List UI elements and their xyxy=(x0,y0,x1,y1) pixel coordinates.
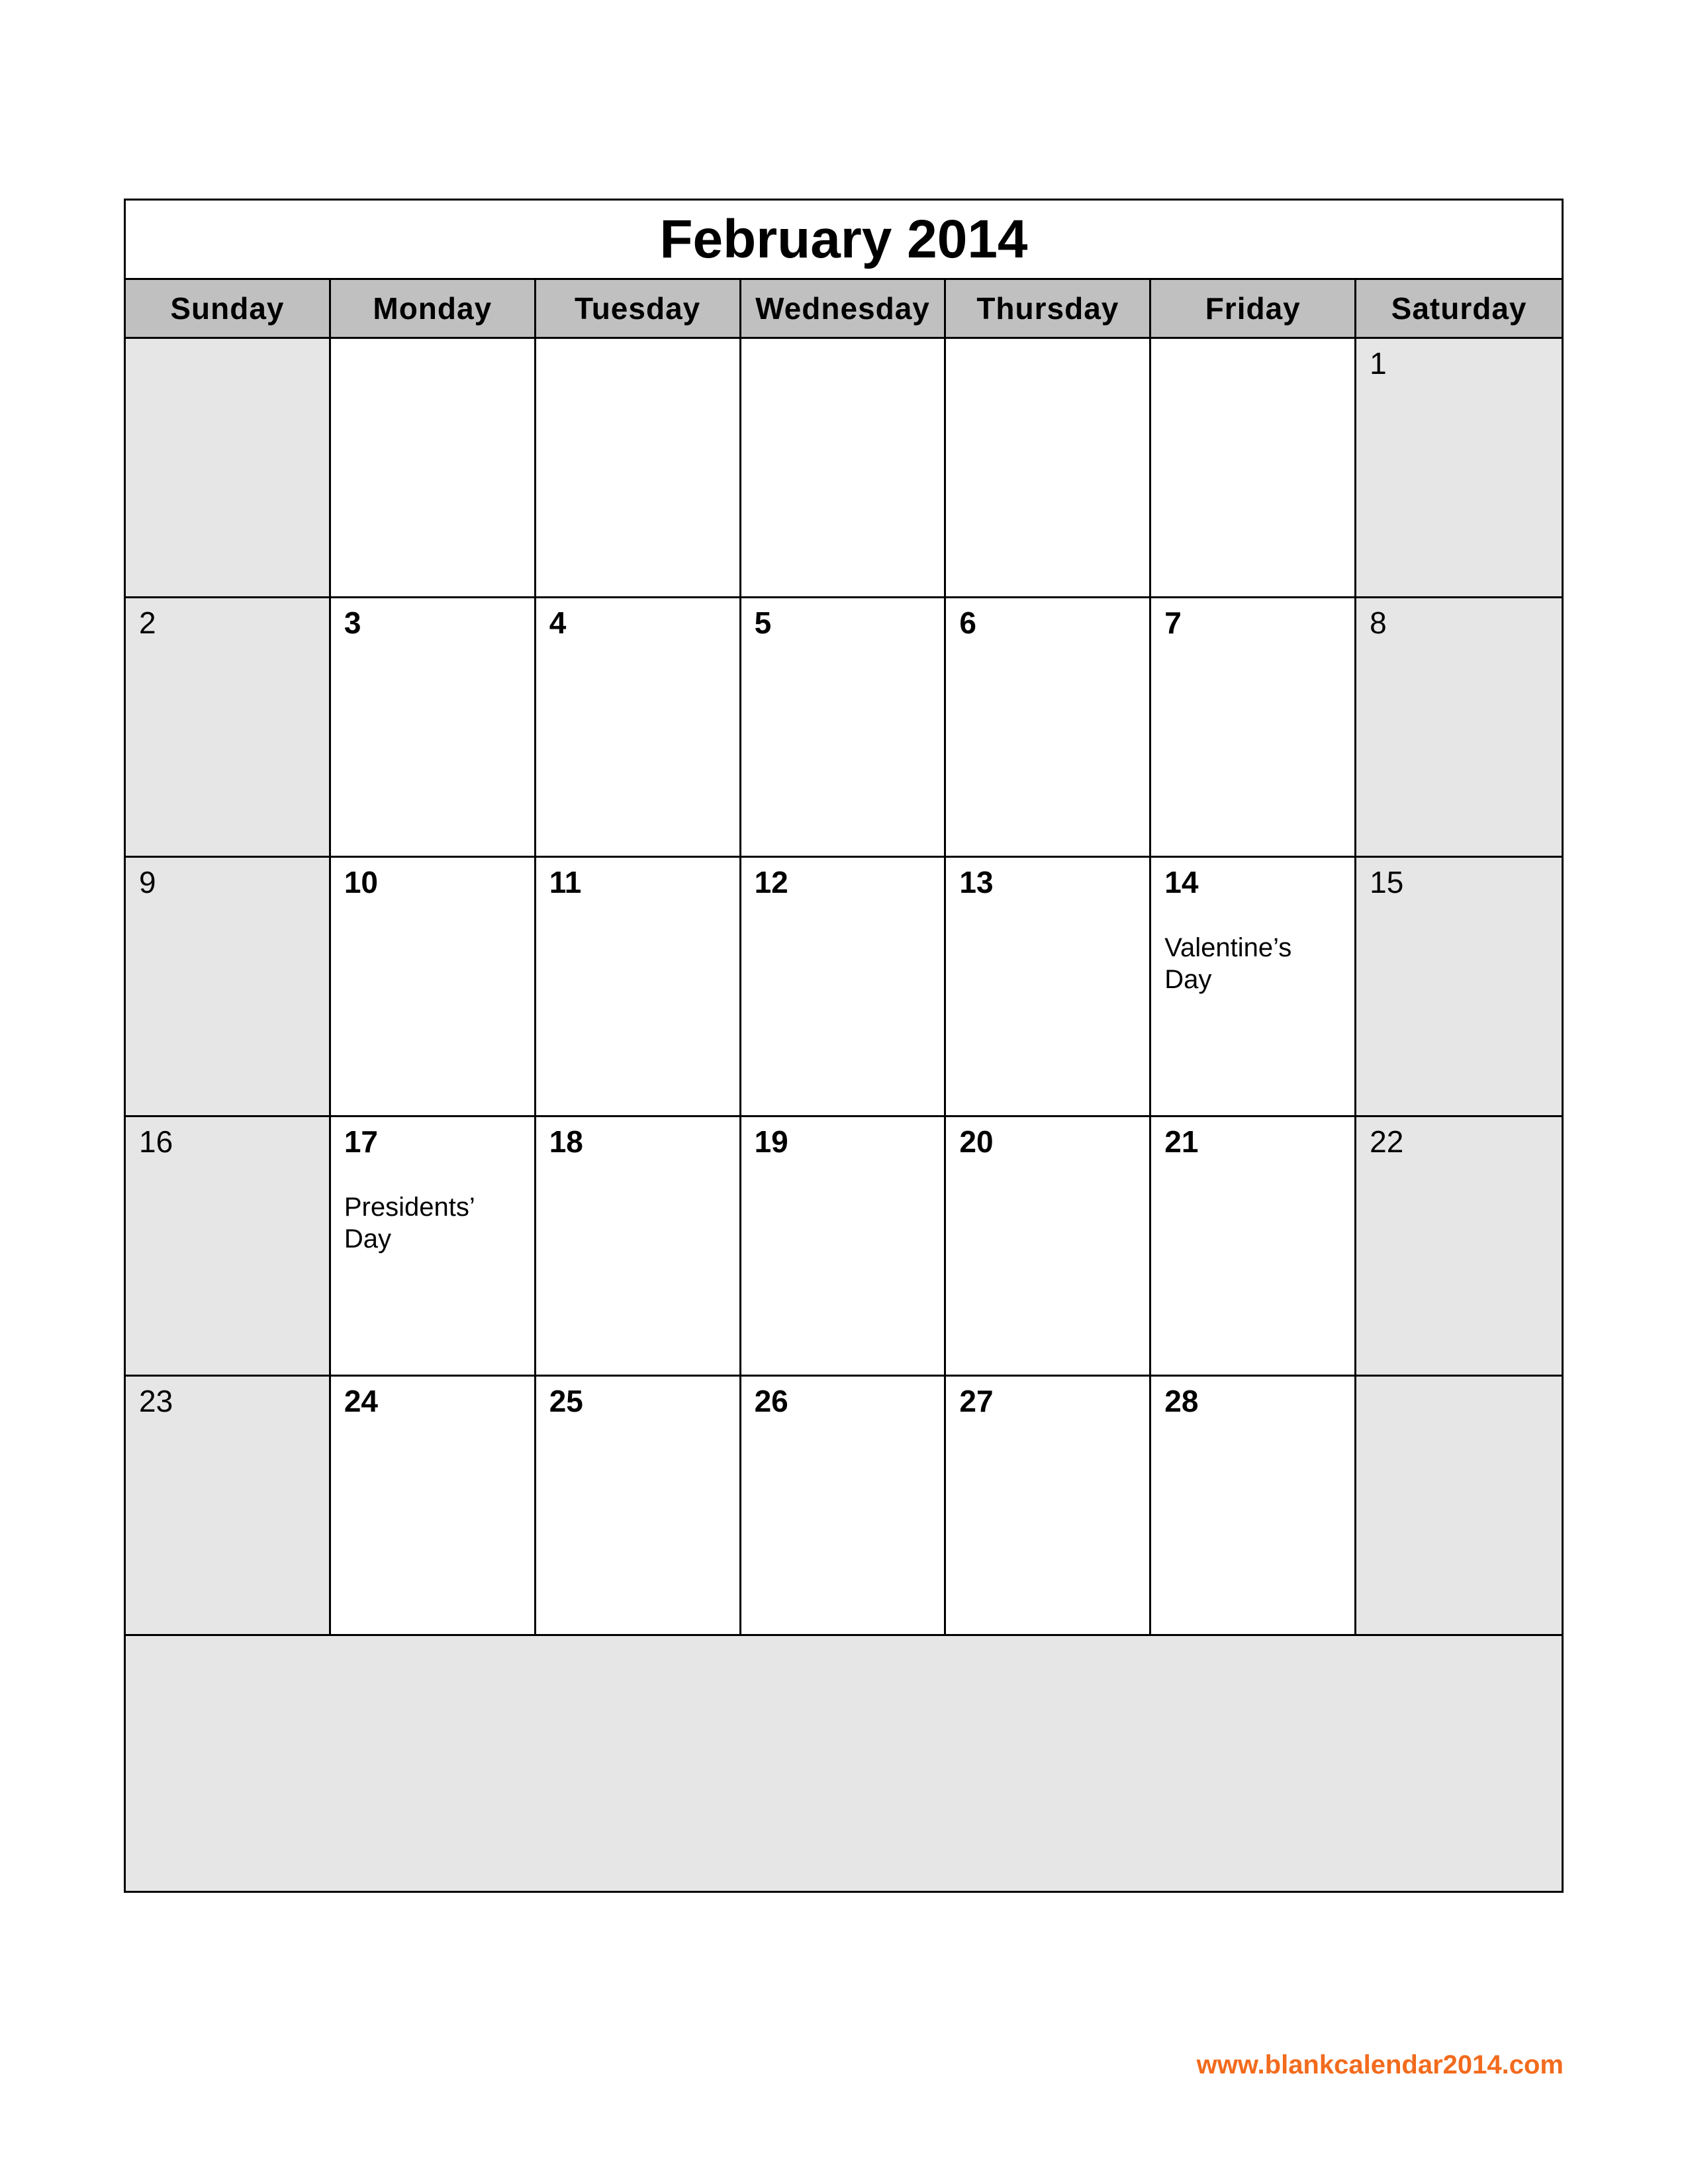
day-cell[interactable] xyxy=(536,858,741,1117)
day-cell[interactable] xyxy=(331,1117,536,1377)
day-number: 13 xyxy=(959,865,994,899)
day-cell[interactable] xyxy=(1356,858,1562,1117)
footer-website-link[interactable]: www.blankcalendar2014.com xyxy=(1196,2050,1564,2079)
weekday-header-friday: Friday xyxy=(1151,280,1356,337)
day-cell[interactable] xyxy=(536,598,741,858)
day-number: 26 xyxy=(754,1384,788,1418)
day-number: 12 xyxy=(754,865,788,899)
day-cell[interactable] xyxy=(946,598,1151,858)
day-cell[interactable] xyxy=(1151,858,1356,1117)
day-number: 10 xyxy=(344,865,379,899)
weekday-header-thursday: Thursday xyxy=(946,280,1151,337)
day-cell[interactable] xyxy=(126,858,331,1117)
day-number: 22 xyxy=(1370,1124,1404,1159)
day-number: 21 xyxy=(1164,1124,1199,1159)
day-cell[interactable] xyxy=(946,339,1151,598)
notes-area xyxy=(126,1636,1562,1891)
weekday-header-row xyxy=(126,280,1562,339)
day-cell[interactable] xyxy=(331,858,536,1117)
day-cell[interactable] xyxy=(536,339,741,598)
weekday-header-saturday: Saturday xyxy=(1391,291,1527,326)
day-cell[interactable] xyxy=(946,858,1151,1117)
day-cell[interactable] xyxy=(1356,339,1562,598)
day-cell[interactable] xyxy=(1356,598,1562,858)
day-number: 1 xyxy=(1370,346,1387,381)
day-number: 17 xyxy=(344,1124,379,1159)
day-number: 25 xyxy=(549,1384,583,1418)
day-cell[interactable] xyxy=(1151,1117,1356,1377)
calendar xyxy=(124,199,1564,1893)
day-number: 11 xyxy=(549,865,582,899)
day-grid xyxy=(126,339,1562,1636)
weekday-header-monday: Monday xyxy=(331,280,536,337)
day-cell[interactable] xyxy=(741,339,947,598)
day-cell[interactable] xyxy=(126,339,331,598)
day-cell[interactable] xyxy=(536,1117,741,1377)
day-number: 20 xyxy=(959,1124,994,1159)
day-number: 6 xyxy=(959,606,977,640)
day-number: 27 xyxy=(959,1384,994,1418)
day-number: 7 xyxy=(1164,606,1182,640)
day-number: 14 xyxy=(1164,865,1199,899)
day-number: 3 xyxy=(344,606,361,640)
day-cell[interactable] xyxy=(126,598,331,858)
day-number: 23 xyxy=(139,1384,173,1418)
day-number: 9 xyxy=(139,865,156,899)
weekday-header-wednesday: Wednesday xyxy=(741,280,947,337)
day-cell[interactable] xyxy=(1151,1377,1356,1636)
day-number: 5 xyxy=(754,606,772,640)
day-cell[interactable] xyxy=(126,1377,331,1636)
day-cell[interactable] xyxy=(741,598,947,858)
day-event-label: Presidents’ Day xyxy=(344,1193,475,1253)
day-number: 16 xyxy=(139,1124,173,1159)
day-number: 4 xyxy=(549,606,567,640)
day-cell[interactable] xyxy=(741,1117,947,1377)
day-cell[interactable] xyxy=(741,1377,947,1636)
day-event-label: Valentine’s Day xyxy=(1164,933,1292,994)
day-number: 19 xyxy=(754,1124,788,1159)
day-number: 24 xyxy=(344,1384,379,1418)
day-number: 18 xyxy=(549,1124,583,1159)
day-cell[interactable] xyxy=(741,858,947,1117)
day-number: 8 xyxy=(1370,606,1387,640)
day-cell[interactable] xyxy=(536,1377,741,1636)
day-cell[interactable] xyxy=(946,1117,1151,1377)
day-number: 28 xyxy=(1164,1384,1199,1418)
day-cell[interactable] xyxy=(126,1117,331,1377)
day-cell[interactable] xyxy=(331,339,536,598)
day-cell[interactable] xyxy=(331,598,536,858)
day-cell[interactable] xyxy=(1356,1117,1562,1377)
day-cell[interactable] xyxy=(1151,339,1356,598)
day-number: 2 xyxy=(139,606,156,640)
day-cell[interactable] xyxy=(1356,1377,1562,1636)
weekday-header-sunday: Sunday xyxy=(126,280,331,337)
weekday-header-tuesday: Tuesday xyxy=(536,280,741,337)
day-cell[interactable] xyxy=(1151,598,1356,858)
day-cell[interactable] xyxy=(331,1377,536,1636)
day-cell[interactable] xyxy=(946,1377,1151,1636)
day-number: 15 xyxy=(1370,865,1404,899)
calendar-title: February 2014 xyxy=(126,201,1562,280)
